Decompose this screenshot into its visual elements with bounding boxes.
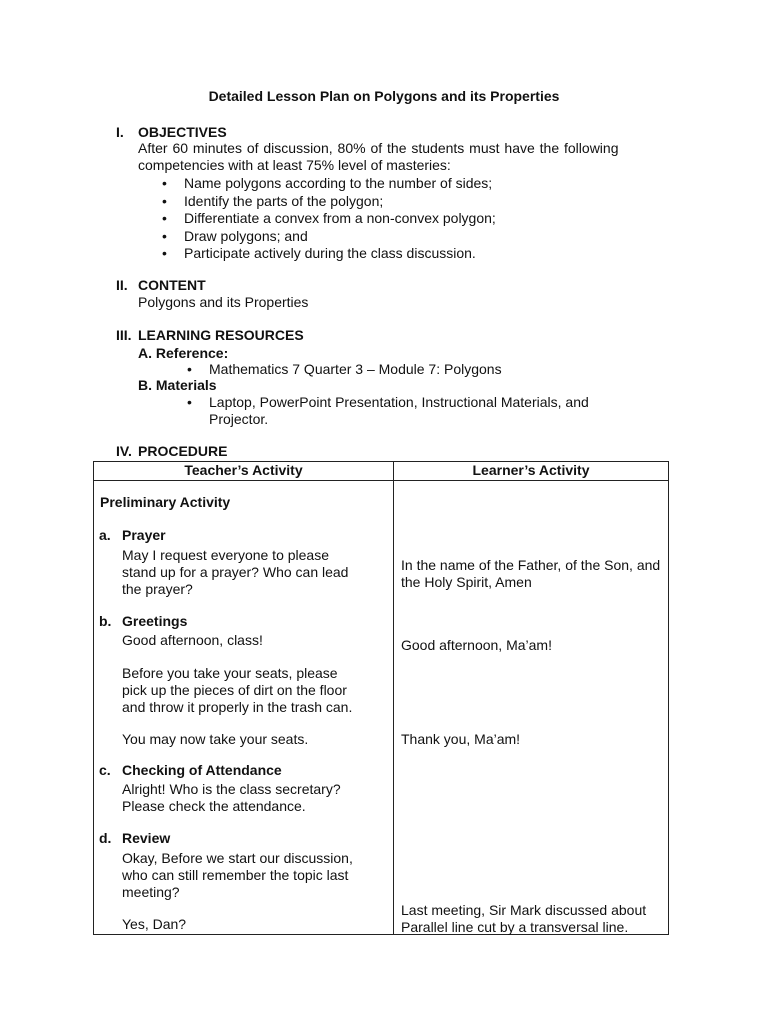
objective-item: • Identify the parts of the polygon; — [162, 192, 384, 209]
objective-item: • Name polygons according to the number of sides; — [162, 175, 493, 191]
resources-title: LEARNING RESOURCES — [138, 327, 304, 343]
prayer-learner-line: the Holy Spirit, Amen — [401, 574, 532, 590]
prayer-label: Prayer — [122, 527, 166, 543]
learner-activity-header: Learner’s Activity — [394, 462, 669, 481]
prayer-teacher-line: May I request everyone to please — [122, 547, 330, 563]
review-teacher-line: Yes, Dan? — [122, 916, 187, 932]
preliminary-activity-label: Preliminary Activity — [100, 494, 231, 510]
procedure-number: IV. — [116, 443, 132, 459]
content-heading — [116, 277, 206, 293]
materials-label: B. Materials — [138, 377, 217, 393]
prayer-teacher-line: stand up for a prayer? Who can lead — [122, 564, 349, 580]
prayer-teacher-line: the prayer? — [122, 581, 193, 597]
objectives-intro-line: competencies with at least 75% level of masteries: — [138, 157, 451, 173]
reference-label: A. Reference: — [138, 345, 229, 361]
review-teacher-line: Okay, Before we start our discussion, — [122, 850, 353, 866]
review-learner-line: Last meeting, Sir Mark discussed about — [401, 902, 647, 918]
objectives-number: I. — [116, 124, 124, 140]
learner-activity-cell — [394, 481, 669, 935]
objectives-list — [162, 175, 496, 263]
attendance-label: Checking of Attendance — [122, 762, 282, 778]
content-text: Polygons and its Properties — [138, 294, 309, 310]
teacher-activity-header: Teacher’s Activity — [94, 462, 394, 481]
objectives-title: OBJECTIVES — [138, 124, 227, 140]
procedure-heading — [116, 443, 227, 459]
review-label: Review — [122, 830, 171, 846]
review-learner-line: Parallel line cut by a transversal line. — [401, 919, 629, 935]
reference-item: • Mathematics 7 Quarter 3 – Module 7: Polygons — [187, 361, 502, 377]
prayer-learner-line: In the name of the Father, of the Son, and — [401, 557, 661, 573]
greetings-teacher-line: Before you take your seats, please — [122, 665, 338, 681]
attendance-teacher-line: Please check the attendance. — [122, 798, 306, 814]
greetings-learner-line: Good afternoon, Ma’am! — [401, 637, 552, 653]
greetings-letter: b. — [99, 613, 112, 629]
table-row — [94, 481, 669, 935]
resources-number: III. — [116, 327, 132, 343]
content-title: CONTENT — [138, 277, 206, 293]
procedure-title: PROCEDURE — [138, 443, 228, 459]
teacher-activity-cell — [94, 481, 394, 935]
content-number: II. — [116, 277, 128, 293]
objectives-intro-line: After 60 minutes of discussion, 80% of the students must have the following — [138, 140, 619, 156]
greetings-teacher-line: Good afternoon, class! — [122, 632, 263, 648]
greetings-label: Greetings — [122, 613, 188, 629]
objectives-heading — [116, 124, 227, 140]
greetings-learner-line: Thank you, Ma’am! — [401, 731, 521, 747]
objective-item: • Participate actively during the class discussion. — [162, 245, 476, 261]
review-teacher-line: meeting? — [122, 884, 180, 900]
procedure-table — [93, 461, 669, 935]
objective-item: • Draw polygons; and — [162, 227, 308, 244]
materials-item: • Laptop, PowerPoint Presentation, Instructional Materials, and — [187, 394, 589, 410]
materials-item-continued: Projector. — [209, 411, 269, 427]
review-letter: d. — [99, 830, 112, 846]
document-title: Detailed Lesson Plan on Polygons and its Properties — [208, 88, 560, 104]
attendance-letter: c. — [99, 762, 111, 778]
greetings-teacher-line: You may now take your seats. — [122, 731, 309, 747]
review-teacher-line: who can still remember the topic last — [122, 867, 349, 883]
attendance-teacher-line: Alright! Who is the class secretary? — [122, 781, 341, 797]
greetings-teacher-line: and throw it properly in the trash can. — [122, 699, 353, 715]
table-header-row — [94, 462, 669, 481]
objectives-intro — [138, 140, 678, 174]
objective-item: • Differentiate a convex from a non-convex polygon; — [162, 210, 496, 226]
prayer-letter: a. — [99, 527, 111, 543]
greetings-teacher-line: pick up the pieces of dirt on the floor — [122, 682, 347, 698]
resources-heading — [116, 327, 304, 343]
